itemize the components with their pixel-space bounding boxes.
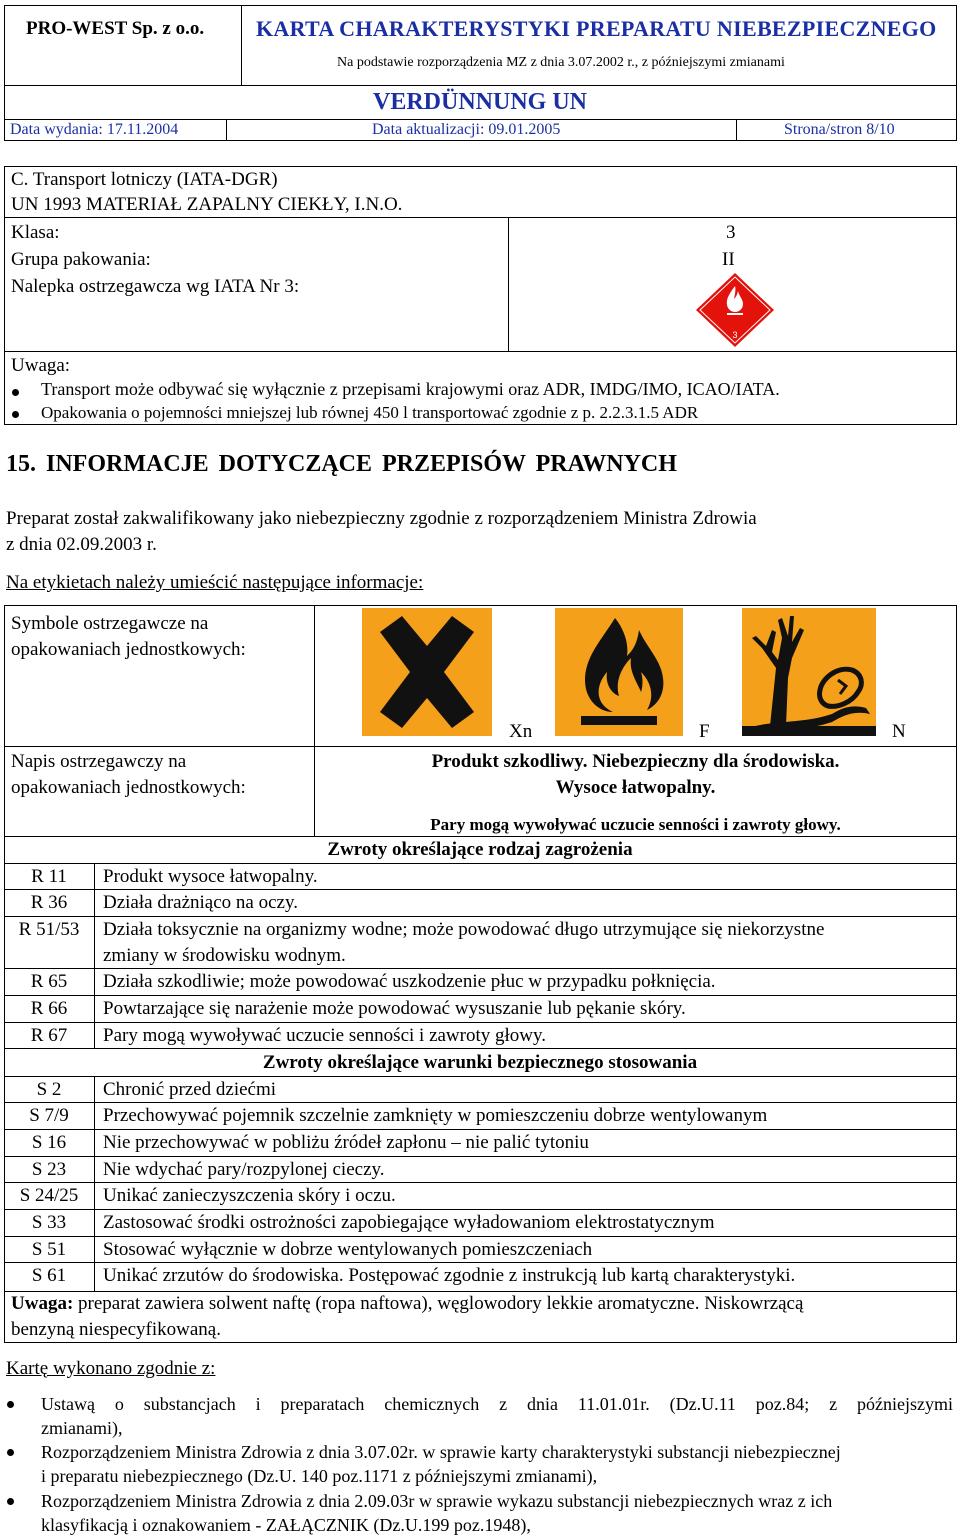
s-text: Chronić przed dziećmi xyxy=(103,1079,277,1100)
r-text: Działa toksycznie na organizmy wodne; może powodować długo utrzymujące się niekorzystne xyxy=(103,919,825,940)
remark-line-1 xyxy=(11,1293,803,1315)
s-code: S 7/9 xyxy=(29,1105,69,1126)
product-name: VERDÜNNUNG UN xyxy=(373,89,587,115)
bullet-icon xyxy=(7,1498,14,1505)
basis-2-line-2: i preparatu niebezpiecznego (Dz.U. 140 poz.1171 z późniejszymi zmianami), xyxy=(41,1466,598,1486)
s-code: S 51 xyxy=(31,1239,67,1260)
warnings-line-3: Pary mogą wywoływać uczucie senności i zawroty głowy. xyxy=(430,815,841,834)
remark-text: preparat zawiera solwent naftę (ropa naftowa), węglowodory lekkie aromatyczne. Niskowrzącą xyxy=(73,1293,804,1314)
s-phrases-heading: Zwroty określające warunki bezpiecznego stosowania xyxy=(262,1052,698,1073)
basis-1-line-2: zmianami), xyxy=(41,1418,123,1438)
r-text-cont: zmiany w środowisku wodnym. xyxy=(103,945,346,966)
air-transport-title: C. Transport lotniczy (IATA-DGR) xyxy=(11,169,278,190)
symbol-code-xn: Xn xyxy=(509,721,533,742)
r-code: R 36 xyxy=(30,892,68,913)
s-code: S 33 xyxy=(31,1212,67,1233)
s-text: Unikać zanieczyszczenia skóry i oczu. xyxy=(103,1185,396,1206)
air-note-1: Transport może odbywać się wyłącznie z przepisami krajowymi oraz ADR, IMDG/IMO, ICAO/IATA. xyxy=(41,379,780,399)
label-number: 3 xyxy=(732,330,738,340)
r-text: Produkt wysoce łatwopalny. xyxy=(103,866,318,887)
r-text: Pary mogą wywoływać uczucie senności i zawroty głowy. xyxy=(103,1025,547,1046)
s-text: Nie wdychać pary/rozpylonej cieczy. xyxy=(103,1159,385,1180)
basis-2-line-1: Rozporządzeniem Ministra Zdrowia z dnia 3.07.02r. w sprawie karty charakterystyki substancji niebezpiecznej xyxy=(41,1442,841,1462)
warnings-line-1: Produkt szkodliwy. Niebezpieczny dla środowiska. xyxy=(431,751,840,772)
air-note-title: Uwaga: xyxy=(11,355,71,376)
section-title: 15. INFORMACJE DOTYCZĄCE PRZEPISÓW PRAWNYCH xyxy=(6,451,677,477)
s-code: S 2 xyxy=(36,1079,62,1100)
r-text: Działa szkodliwie; może powodować uszkodzenie płuc w przypadku połknięcia. xyxy=(103,971,716,992)
basis-heading: Kartę wykonano zgodnie z: xyxy=(6,1358,216,1379)
bullet-icon xyxy=(7,1449,14,1456)
s-text: Unikać zrzutów do środowiska. Postępować zgodnie z instrukcją lub kartą charakterystyki. xyxy=(103,1265,796,1286)
page-number: Strona/stron 8/10 xyxy=(784,121,895,138)
warnings-label-2: opakowaniach jednostkowych: xyxy=(11,777,246,798)
symbol-code-n: N xyxy=(892,721,906,742)
company-name: PRO-WEST Sp. z o.o. xyxy=(26,18,205,39)
un-line: UN 1993 MATERIAŁ ZAPALNY CIEKŁY, I.N.O. xyxy=(11,194,403,215)
r-phrases-heading: Zwroty określające rodzaj zagrożenia xyxy=(327,839,633,860)
basis-3-line-1: Rozporządzeniem Ministra Zdrowia z dnia 2.09.03r w sprawie wykazu substancji niebezpiecznych wraz z ich xyxy=(41,1491,833,1511)
document-title: KARTA CHARAKTERYSTYKI PREPARATU NIEBEZPIECZNEGO xyxy=(256,16,937,41)
s-text: Zastosować środki ostrożności zapobiegające wyładowaniom elektrostatycznym xyxy=(103,1212,715,1233)
symbol-code-f: F xyxy=(699,721,710,742)
bullet-icon xyxy=(12,411,19,418)
r-text: Powtarzające się narażenie może powodować wysuszanie lub pękanie skóry. xyxy=(103,998,686,1019)
issue-date: Data wydania: 17.11.2004 xyxy=(10,121,179,138)
warnings-line-2: Wysoce łatwopalny. xyxy=(555,777,716,798)
warnings-label-1: Napis ostrzegawczy na xyxy=(11,751,187,772)
flammable-flame-icon xyxy=(555,608,683,736)
update-date: Data aktualizacji: 09.01.2005 xyxy=(372,121,561,138)
s-code: S 16 xyxy=(31,1132,67,1153)
s-code: S 61 xyxy=(31,1265,67,1286)
bullet-icon xyxy=(12,389,19,396)
dangerous-for-environment-icon xyxy=(742,608,876,736)
r-code: R 51/53 xyxy=(18,919,80,940)
warning-label-caption: Nalepka ostrzegawcza wg IATA Nr 3: xyxy=(11,276,300,297)
class-label: Klasa: xyxy=(11,222,60,243)
r-code: R 11 xyxy=(31,866,67,887)
packing-group-label: Grupa pakowania: xyxy=(11,249,151,270)
s-text: Stosować wyłącznie w dobrze wentylowanych pomieszczeniach xyxy=(103,1239,593,1260)
symbols-label-2: opakowaniach jednostkowych: xyxy=(11,639,246,660)
legal-basis: Na podstawie rozporządzenia MZ z dnia 3.07.2002 r., z późniejszymi zmianami xyxy=(337,55,785,70)
s-text: Nie przechowywać w pobliżu źródeł zapłonu – nie palić tytoniu xyxy=(103,1132,589,1153)
s-text: Przechowywać pojemnik szczelnie zamknięty w pomieszczeniu dobrze wentylowanym xyxy=(103,1105,768,1126)
s-code: S 24/25 xyxy=(19,1185,79,1206)
remark-line-2: benzyną niespecyfikowaną. xyxy=(11,1319,221,1340)
class-value: 3 xyxy=(726,222,736,243)
intro-line-1: Preparat został zakwalifikowany jako niebezpieczny zgodnie z rozporządzeniem Ministra Zdrowia xyxy=(6,508,757,529)
basis-1-line-1: Ustawą o substancjach i preparatach chemicznych z dnia 11.01.01r. (Dz.U.11 poz.84; z późniejszymi xyxy=(41,1394,953,1414)
packing-group-value: II xyxy=(722,249,735,270)
r-code: R 67 xyxy=(30,1025,68,1046)
air-note-2: Opakowania o pojemności mniejszej lub równej 450 l transportować zgodnie z p. 2.2.3.1.5 ADR xyxy=(41,403,699,422)
basis-3-line-2: klasyfikacją i oznakowaniem - ZAŁĄCZNIK (Dz.U.199 poz.1948), xyxy=(41,1515,531,1535)
r-text: Działa drażniąco na oczy. xyxy=(103,892,298,913)
remark-bold: Uwaga: xyxy=(11,1293,74,1314)
flammable-liquid-diamond-icon xyxy=(695,272,775,348)
bullet-icon xyxy=(7,1401,14,1408)
s-code: S 23 xyxy=(31,1159,67,1180)
symbols-label-1: Symbole ostrzegawcze na xyxy=(11,613,209,634)
harmful-x-icon xyxy=(362,608,492,736)
intro-line-2: z dnia 02.09.2003 r. xyxy=(6,534,157,555)
r-code: R 65 xyxy=(30,971,68,992)
labels-heading: Na etykietach należy umieścić następujące informacje: xyxy=(6,572,424,593)
r-code: R 66 xyxy=(30,998,68,1019)
